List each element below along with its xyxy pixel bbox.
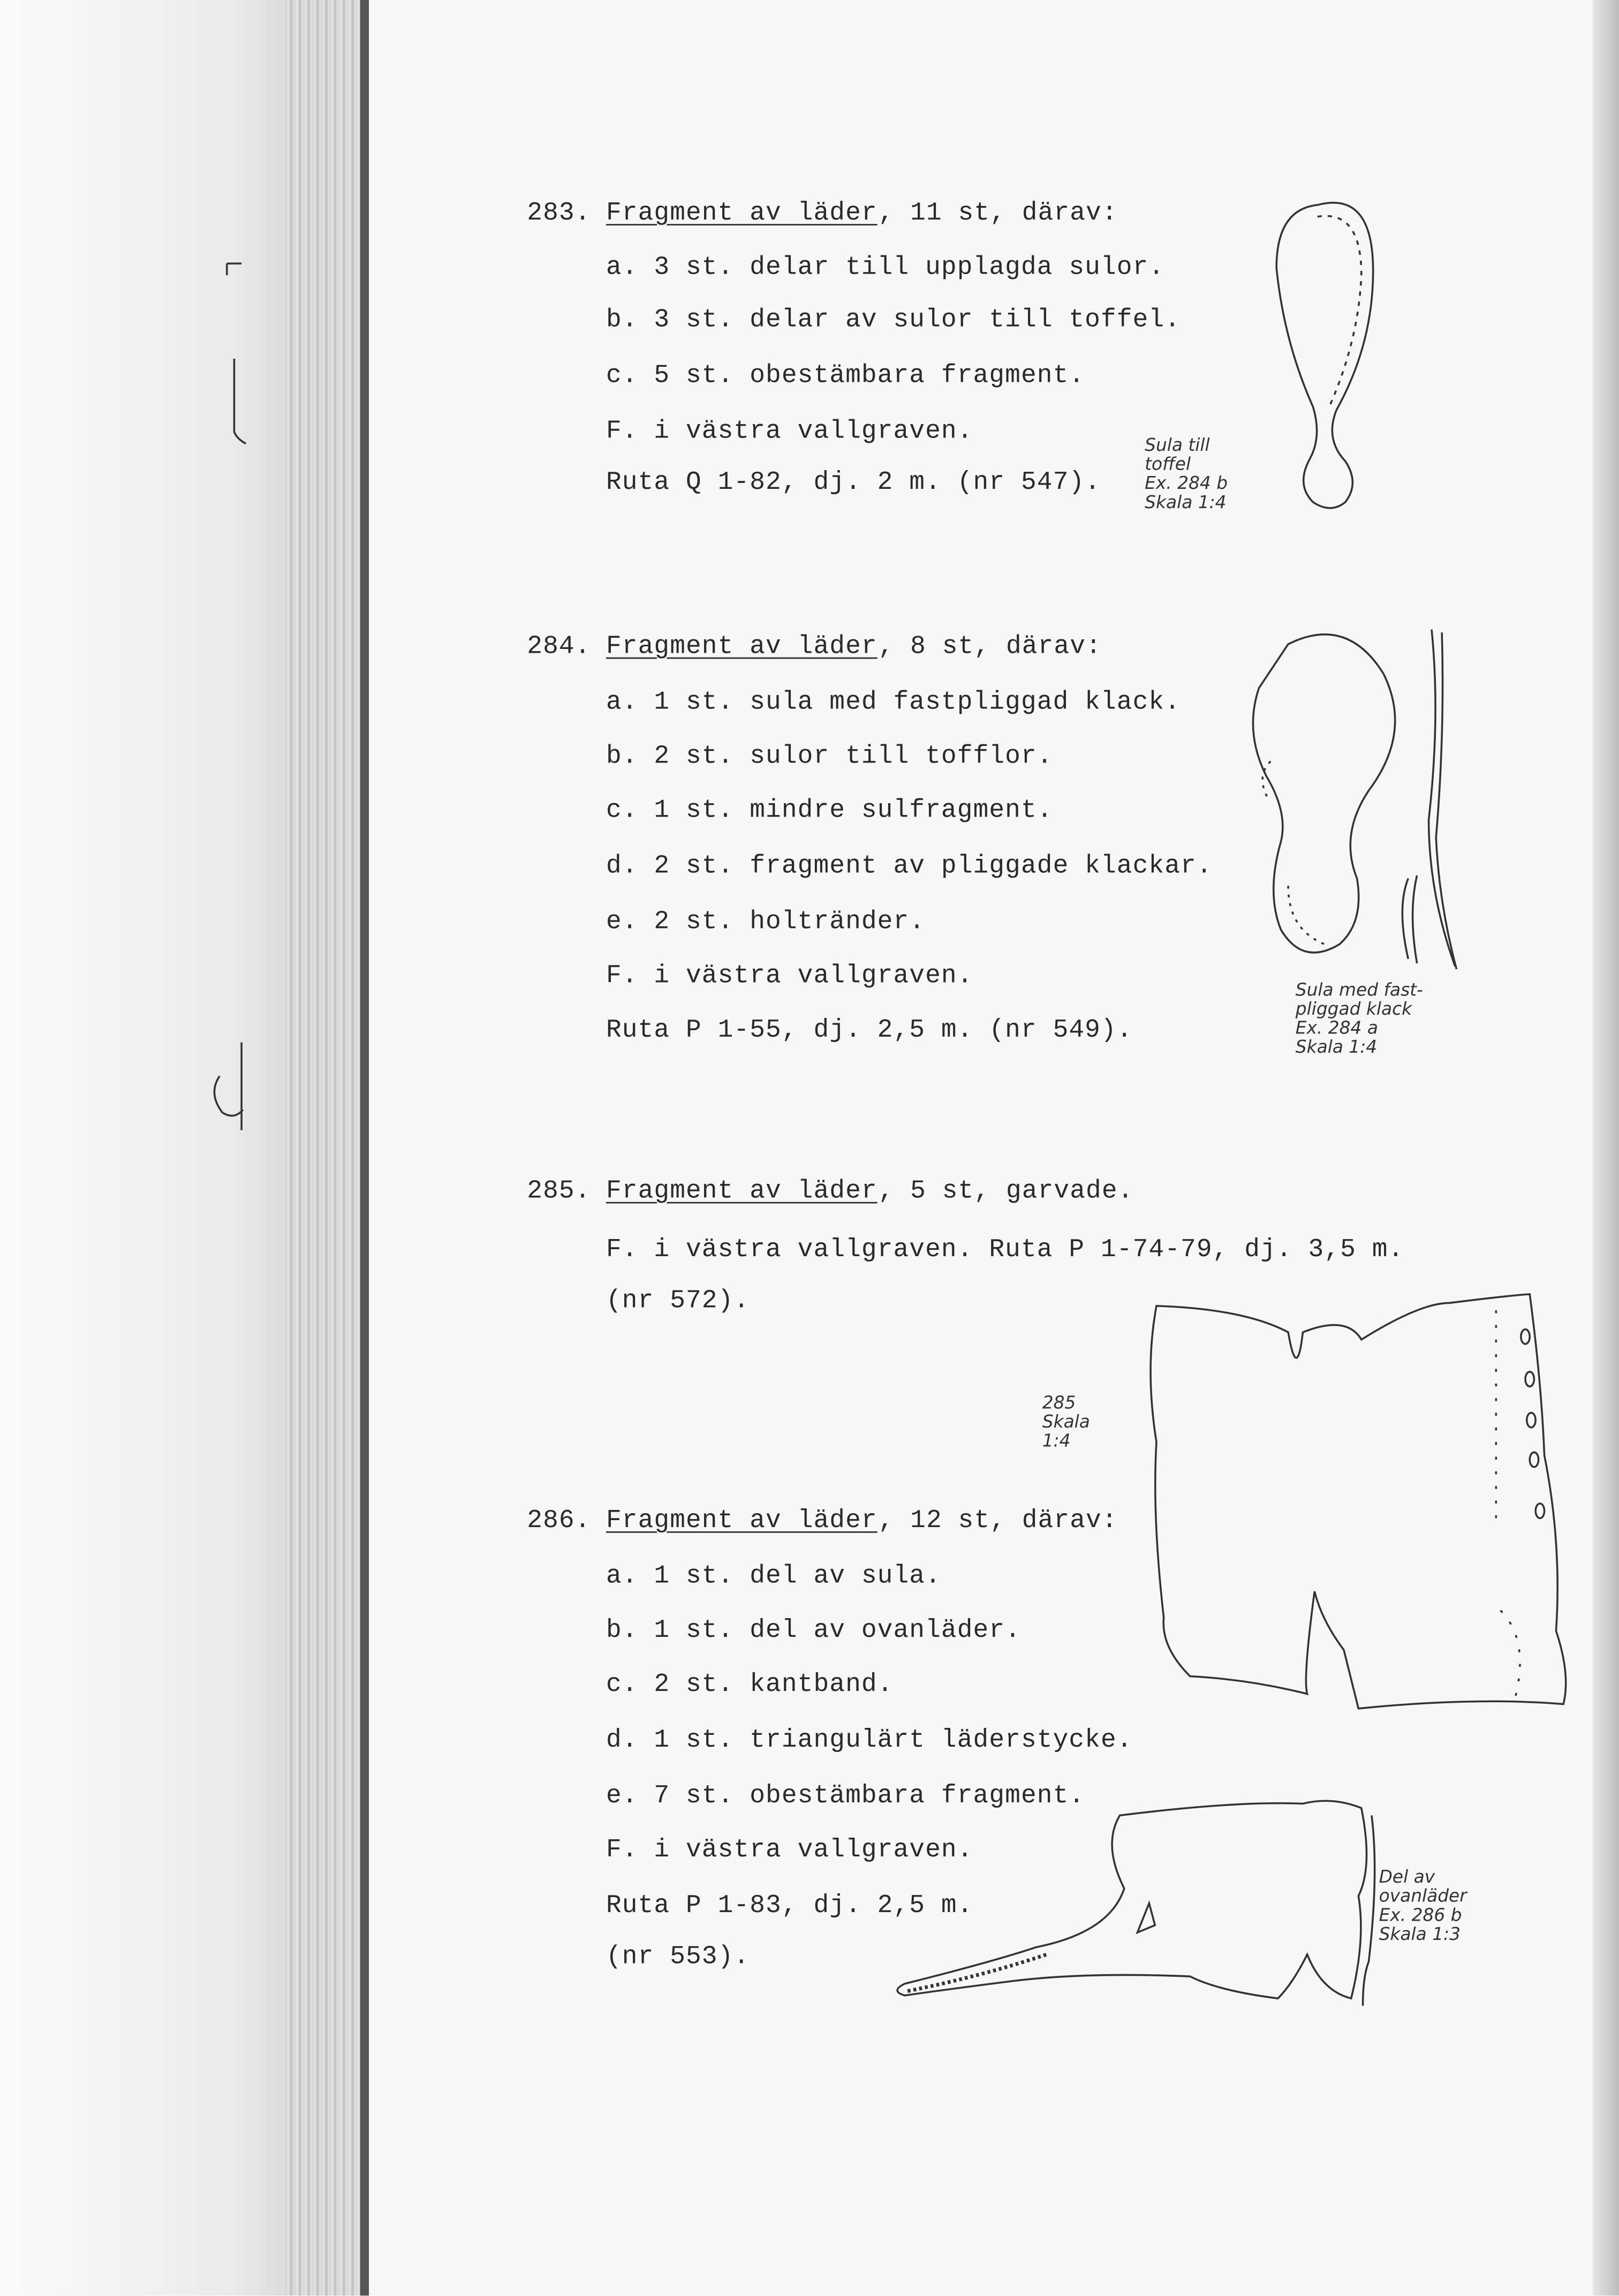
sole-with-heel-drawing xyxy=(1253,635,1395,953)
entry-line: Ruta Q 1-82, dj. 2 m. (nr 547). xyxy=(606,468,1101,498)
entry-title-rest: , 8 st, därav: xyxy=(878,632,1102,662)
entry-line: (nr 572). xyxy=(606,1287,750,1317)
figure-label: 285 Skala 1:4 xyxy=(1042,1392,1090,1451)
sole-profile-drawing xyxy=(1402,630,1456,969)
margin-mark xyxy=(214,1043,243,1130)
figure-label: Sula till toffel Ex. 284 b Skala 1:4 xyxy=(1145,435,1228,512)
leather-fragment-285-drawing xyxy=(1151,1294,1566,1709)
entry-number: 285. xyxy=(527,1177,591,1206)
entry-line: a. 1 st. del av sula. xyxy=(606,1562,941,1592)
entry-number: 284. xyxy=(527,632,591,662)
entry-line: c. 2 st. kantband. xyxy=(606,1670,894,1700)
entry-line: (nr 553). xyxy=(606,1943,750,1972)
entry-line: Ruta P 1-55, dj. 2,5 m. (nr 549). xyxy=(606,1016,1133,1046)
entry-line: b. 2 st. sulor till tofflor. xyxy=(606,742,1053,772)
entry-line: c. 1 st. mindre sulfragment. xyxy=(606,796,1053,826)
margin-mark xyxy=(227,263,246,443)
entry-line: b. 1 st. del av ovanläder. xyxy=(606,1616,1021,1646)
entry-line: Ruta P 1-83, dj. 2,5 m. xyxy=(606,1891,973,1921)
entry-line: e. 7 st. obestämbara fragment. xyxy=(606,1781,1085,1811)
entry-title: Fragment av läder xyxy=(606,1506,877,1536)
entry-line: F. i västra vallgraven. xyxy=(606,1836,973,1865)
entry-line: d. 2 st. fragment av pliggade klackar. xyxy=(606,852,1213,881)
entry-line: F. i västra vallgraven. xyxy=(606,962,973,992)
entry-number: 283. xyxy=(527,199,591,229)
figure-label: Sula med fast- pliggad klack Ex. 284 a Skala 1:4 xyxy=(1295,979,1423,1058)
entry-line: b. 3 st. delar av sulor till toffel. xyxy=(606,306,1181,336)
entry-number: 286. xyxy=(527,1506,591,1536)
entry-line: F. i västra vallgraven. xyxy=(606,417,973,447)
entry-line: c. 5 st. obestämbara fragment. xyxy=(606,361,1085,391)
figure-label: Del av ovanläder Ex. 286 b Skala 1:3 xyxy=(1379,1867,1467,1945)
entry-line: a. 1 st. sula med fastpliggad klack. xyxy=(606,688,1181,718)
entry-line: F. i västra vallgraven. Ruta P 1-74-79, dj. 3,5 m. xyxy=(606,1235,1404,1265)
entry-title-rest: , 12 st, därav: xyxy=(878,1506,1118,1536)
entry-line: a. 3 st. delar till upplagda sulor. xyxy=(606,253,1165,283)
entry-line: e. 2 st. holtränder. xyxy=(606,908,926,937)
entry-title: Fragment av läder xyxy=(606,1177,877,1206)
entry-title: Fragment av läder xyxy=(606,632,877,662)
sole-slipper-drawing xyxy=(1276,203,1373,508)
entry-line: d. 1 st. triangulärt läderstycke. xyxy=(606,1726,1133,1756)
entry-title-rest: , 11 st, därav: xyxy=(878,199,1118,229)
entry-title: Fragment av läder xyxy=(606,199,877,229)
entry-title-rest: , 5 st, garvade. xyxy=(878,1177,1134,1206)
